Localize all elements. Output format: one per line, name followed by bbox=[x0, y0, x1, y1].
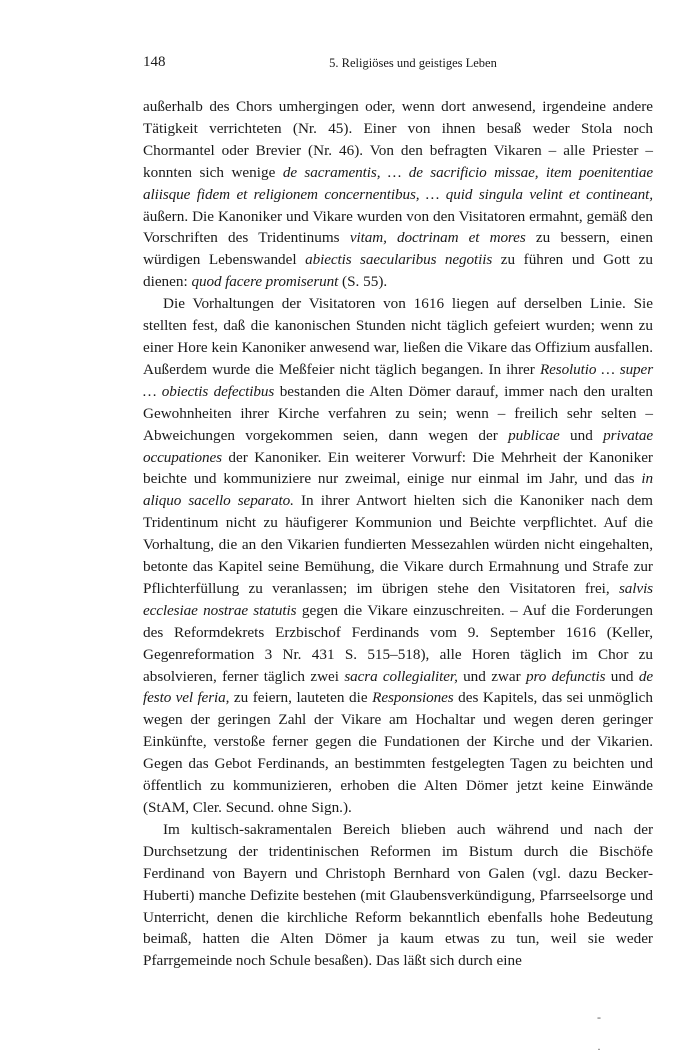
text-run: (S. 55). bbox=[338, 273, 388, 291]
latin-quote: abiectis saecularibus negotiis bbox=[305, 251, 493, 269]
text-run: In ihrer Antwort hielten sich die Kanoniker nach dem Tridentinum nicht zu häufigerer Kommunion und Beichte verpflichtet. Auf die Vorhaltung, die an den Vikarien fundierten Messezahlen würden nicht eingehalten, betonte das Kapitel seine Bemühung, die Vikare durch Ermahnung und Strafe zur Pflichterfüllung zu veranlassen; im übrigen stehe den Visitatoren frei, bbox=[143, 492, 653, 597]
latin-quote: Responsiones bbox=[372, 689, 454, 707]
body-text bbox=[143, 96, 653, 972]
text-run: Die Vorhaltungen der Visitatoren von 1616 liegen auf derselben Linie. Sie stellten fest, daß die kanonischen Stunden nicht täglich gefeiert wurden; wenn zu einer Hore kein Kanoniker anwesend war, ließen die Vikare das Offizium ausfallen. Außerdem wurde die Meßfeier nicht täglich begangen. In ihrer bbox=[143, 295, 653, 378]
latin-quote: publicae bbox=[508, 426, 560, 444]
latin-quote: quod facere promiserunt bbox=[191, 273, 339, 291]
page-header bbox=[143, 54, 653, 78]
text-run: zu bessern, einen würdigen Lebenswandel bbox=[143, 229, 653, 269]
text-run: und zwar bbox=[457, 667, 527, 685]
text-run: und bbox=[559, 426, 604, 444]
text-run: äußern. Die Kanoniker und Vikare wurden von den Visitatoren ermahnt, gemäß den Vorschriften des Tridentinums bbox=[143, 207, 653, 247]
latin-quote: privatae occupationes bbox=[143, 426, 653, 466]
text-run: zu führen und Gott zu dienen: bbox=[143, 251, 654, 291]
text-run: zu feiern, lauteten die bbox=[229, 689, 373, 707]
latin-quote: salvis ecclesiae nostrae statutis bbox=[143, 579, 653, 619]
body-paragraph bbox=[143, 96, 653, 293]
footer-mark: · bbox=[597, 1042, 601, 1056]
latin-quote: vitam, doctrinam et mores bbox=[349, 229, 526, 247]
body-paragraph bbox=[143, 293, 653, 819]
page-number: 148 bbox=[143, 54, 166, 70]
body-paragraph bbox=[143, 819, 653, 972]
latin-quote: Resolutio … super … obiectis defectibus bbox=[143, 360, 654, 400]
latin-quote: de festo vel feria, bbox=[143, 667, 653, 707]
text-run: des Kapitels, das sei unmöglich wegen der geringen Zahl der Vikare am Hochaltar und wegen deren geringer Einkünfte, verstoße ferner gegen die Fundationen der Kirche und der Vikarien. Gegen das Gebot Ferdinands, an bestimmten festgelegten Tagen zu beichten und öffentlich zu kommunizieren, erhoben die Alten Dömer jetzt keine Einwände (StAM, Cler. Secund. ohne Sign.). bbox=[143, 689, 653, 816]
document-page bbox=[143, 0, 653, 972]
latin-quote: pro defunctis bbox=[526, 667, 606, 685]
latin-quote: in aliquo sacello separato. bbox=[143, 470, 653, 510]
footer-mark: - bbox=[597, 1010, 601, 1024]
text-run: bestanden die Alten Dömer darauf, immer nach den uralten Gewohnheiten ihrer Kirche verfahren zu sein; wenn – freilich sehr selten – Abweichungen vorgekommen seien, dann wegen der bbox=[143, 382, 653, 444]
text-run: gegen die Vikare einzuschreiten. – Auf die Forderungen des Reformdekrets Erzbischof Ferdinands vom 9. September 1616 (Keller, Gegenreformation 3 Nr. 431 S. 515–518), alle Horen täglich im Chor zu absolvieren, ferner täglich zwei bbox=[143, 601, 653, 685]
text-run: außerhalb des Chors umhergingen oder, wenn dort anwesend, irgendeine andere Tätigkeit verrichteten (Nr. 45). Einer von ihnen besaß weder Stola noch Chormantel oder Brevier (Nr. 46). Von den befragten Vikaren – alle Priester – konnten sich wenige bbox=[143, 98, 653, 181]
running-head: 5. Religiöses und geistiges Leben bbox=[329, 56, 497, 70]
text-run: der Kanoniker. Ein weiterer Vorwurf: Die Mehrheit der Kanoniker beichte und kommuniziere nur zweimal, einige nur einmal im Jahr, und das bbox=[143, 448, 653, 488]
latin-quote: sacra collegialiter, bbox=[344, 667, 458, 685]
text-run: und bbox=[605, 667, 639, 685]
latin-quote: de sacramentis, … de sacrificio missae, item poenitentiae aliisque fidem et religionem concernentibus, … quid singula velint et contineant, bbox=[143, 163, 653, 203]
text-run: Im kultisch-sakramentalen Bereich blieben auch während und nach der Durchsetzung der tridentinischen Reformen im Bistum durch die Bischöfe Ferdinand von Bayern und Christoph Bernhard von Galen (vgl. dazu Becker-Huberti) manche Defizite bestehen (mit Glaubensverkündigung, Pfarrseelsorge und Unterricht, denen die kirchliche Reform bekanntlich ebenfalls hohe Bedeutung beimaß, hatten die Alten Dömer ja kaum etwas zu tun, weil sie weder Pfarrgemeinde noch Schule besaßen). Das läßt sich durch eine bbox=[143, 820, 653, 970]
